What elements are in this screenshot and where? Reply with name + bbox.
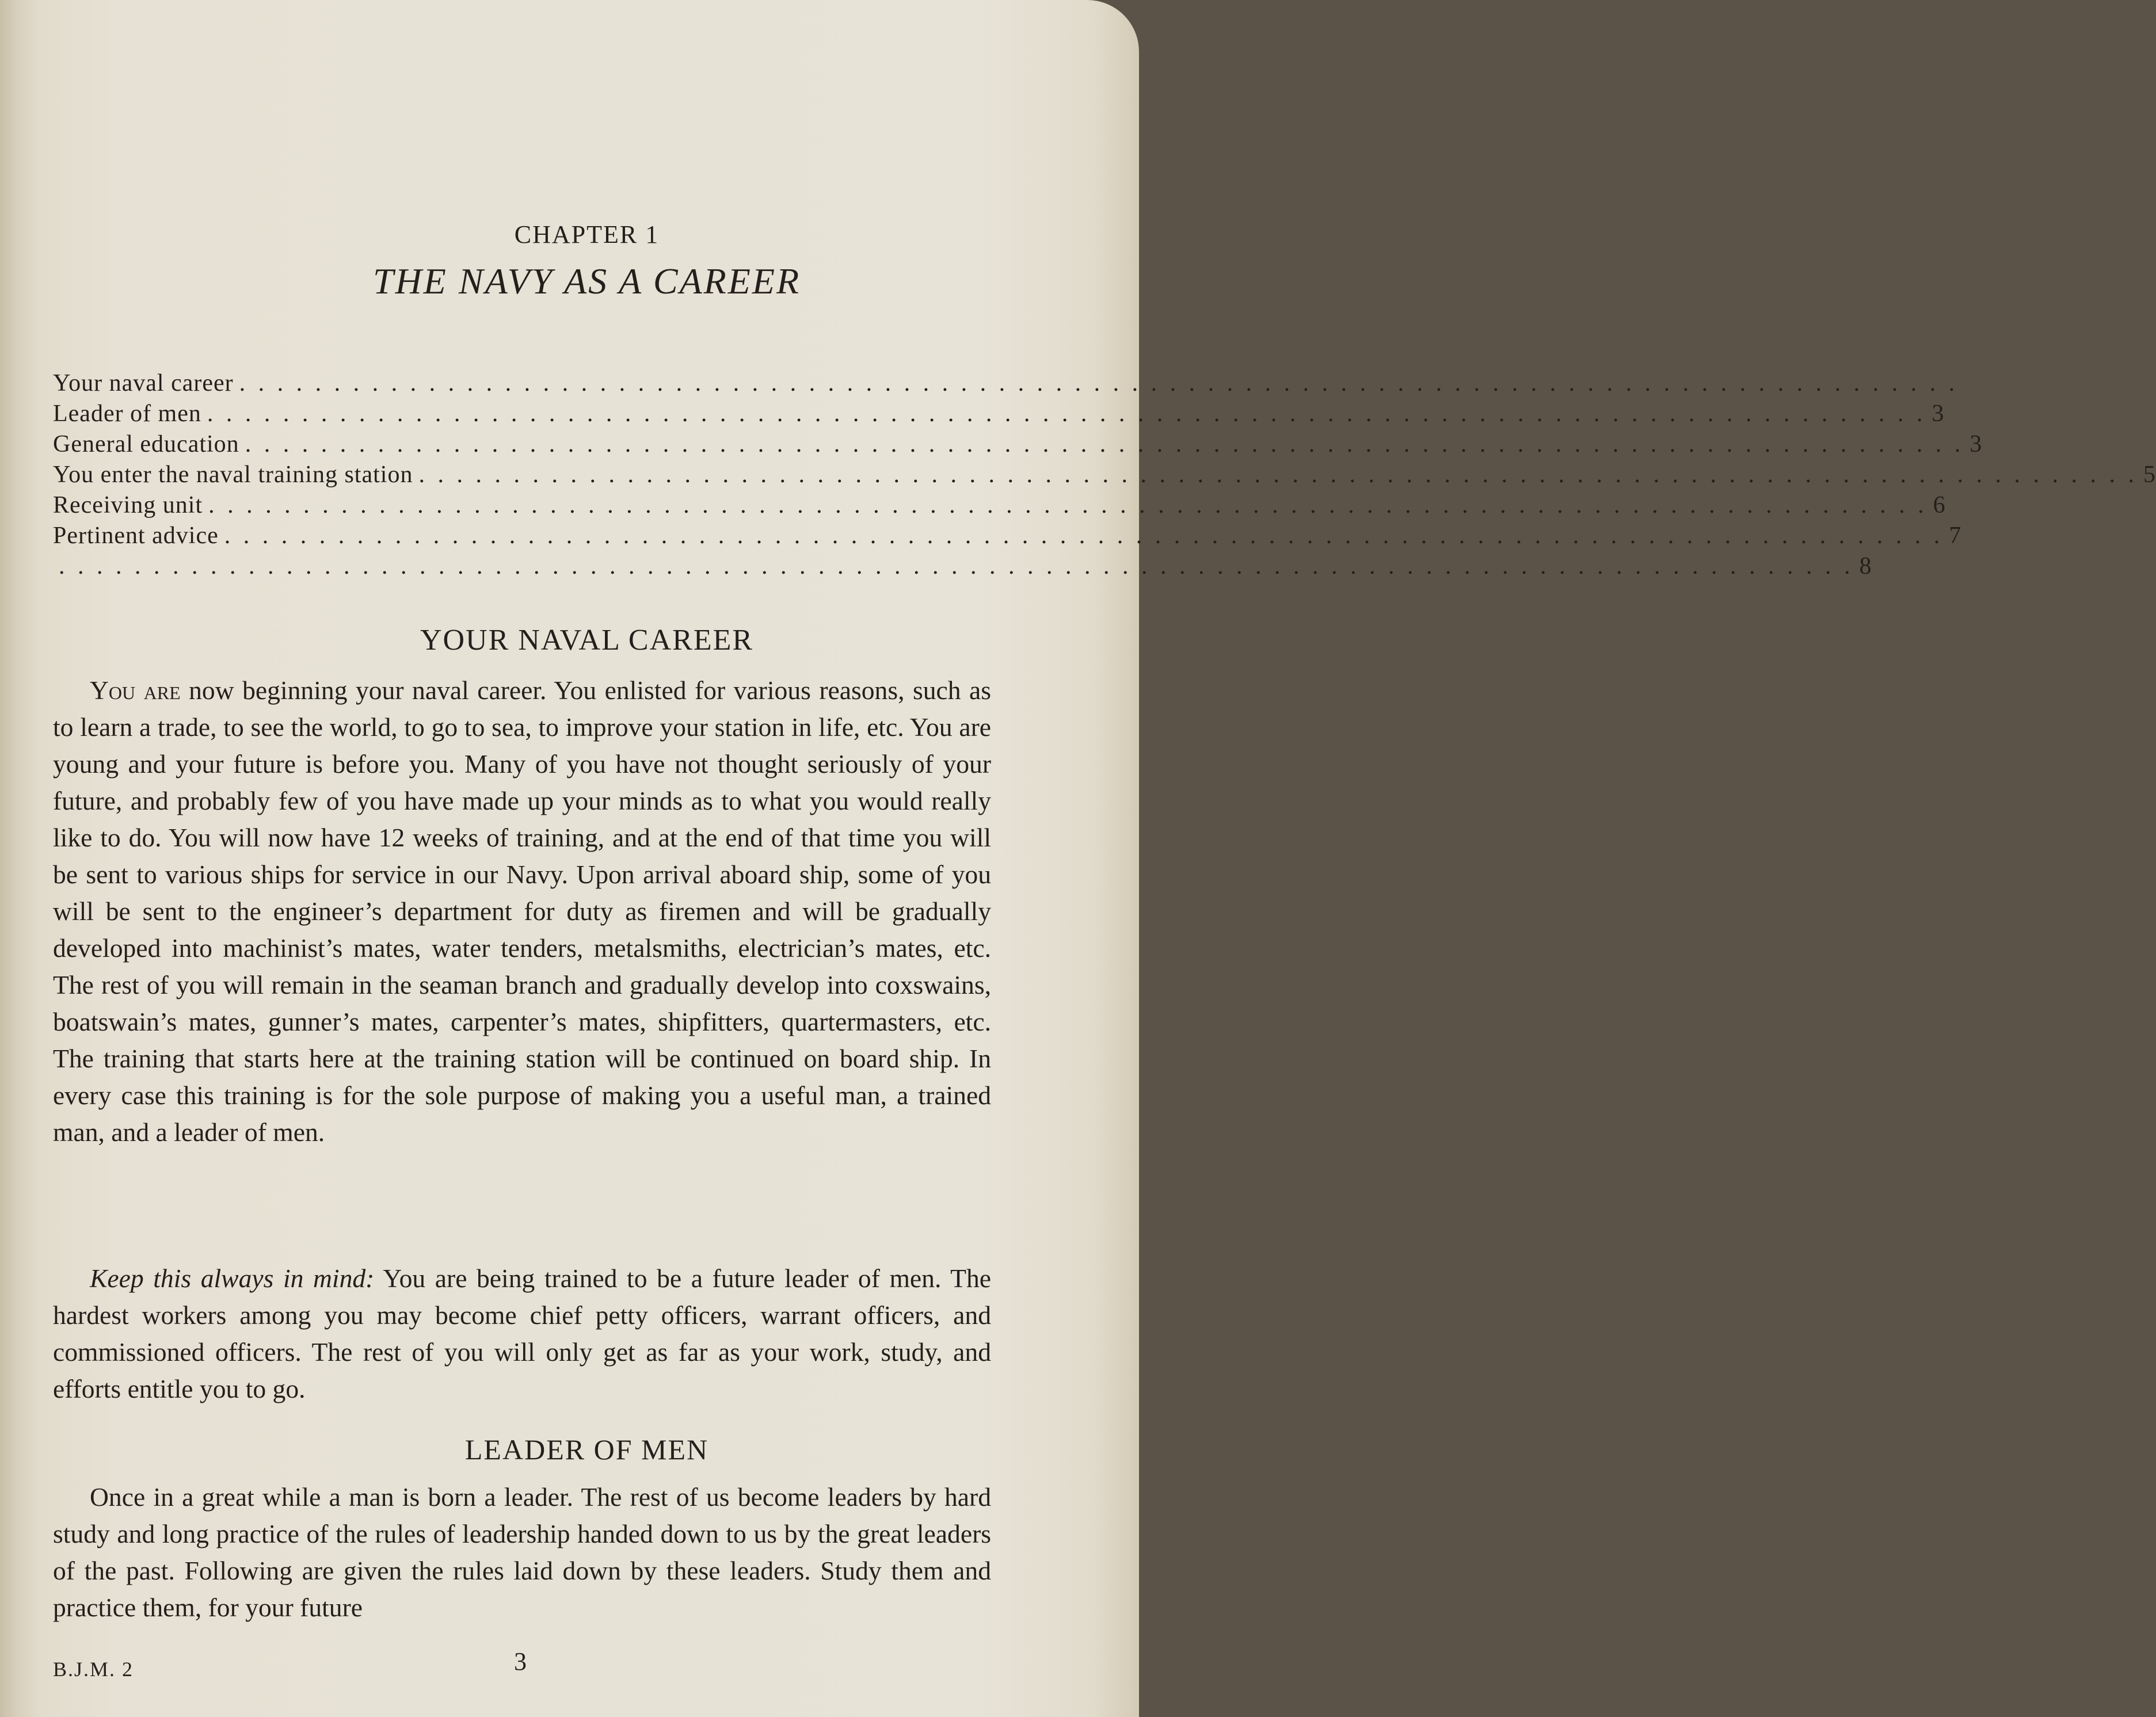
toc-leader-dots: . . . . . . . . . . . . . . . . . . . . . . . . . . . . . . . . . . . . . . . . . . . . . . . . . . . . . . . . . . . . . . . . . . . . . . . . . . . . . . . . . . . . . . . . . . .	[207, 400, 1926, 427]
paragraph-naval-career	[53, 672, 991, 1151]
page-number: 3	[514, 1647, 527, 1676]
toc-item-title: Your naval career	[53, 370, 234, 396]
toc-item-title: Receiving unit	[53, 492, 203, 518]
paragraph-leader-of-men: Once in a great while a man is born a leader. The rest of us become leaders by hard study and long practice of the rules of leadership handed down to us by the great leaders of the past. Following are given the rules laid down by these leaders. Study them and practice them, for your future	[53, 1482, 991, 1622]
paragraph-body: now beginning your naval career. You enlisted for various reasons, such as to learn a trade, to see the world, to go to sea, to improve your station in life, etc. You are young and your future is before you. Many of you have not thought seriously of your future, and probably few of you have made up your minds as to what you would really like to do. You will now have 12 weeks of training, and at the end of that time you will be sent to various ships for service in our Navy. Upon arrival aboard ship, some of you will be sent to the engineer’s department for duty as firemen and will be gradually developed into machinist’s mates, water tenders, metalsmiths, electrician’s mates, etc. The rest of you will remain in the seaman branch and gradually develop into coxswains, boatswain’s mates, gunner’s mates, carpenter’s mates, shipfitters, quartermasters, etc. The training that starts here at the training station will be continued on board ship. In every case this training is for the sole purpose of making you a useful man, a trained man, and a leader of men.	[53, 676, 991, 1147]
toc-item[interactable]	[53, 551, 1872, 582]
toc-leader-dots: . . . . . . . . . . . . . . . . . . . . . . . . . . . . . . . . . . . . . . . . . . . . . . . . . . . . . . . . . . . . . . . . . . . . . . . . . . . . . . . . . . . . . . . . . . . . . . .	[59, 553, 1854, 579]
toc-item[interactable]	[53, 399, 1945, 429]
toc-item[interactable]	[53, 368, 1959, 399]
toc-leader-dots: . . . . . . . . . . . . . . . . . . . . . . . . . . . . . . . . . . . . . . . . . . . . . . . . . . . . . . . . . . . . . . . . . . . . . . . . . . . . . . . . . . . . . . . . . . .	[418, 461, 2138, 488]
toc-item[interactable]	[53, 429, 1983, 460]
toc-item[interactable]	[53, 521, 1962, 551]
chapter-label: CHAPTER 1	[514, 220, 660, 249]
toc-item-page: 8	[1859, 553, 1872, 579]
paragraph-keep-in-mind	[53, 1260, 991, 1407]
section-heading-naval-career: YOUR NAVAL CAREER	[420, 624, 754, 657]
toc-leader-dots: . . . . . . . . . . . . . . . . . . . . . . . . . . . . . . . . . . . . . . . . . . . . . . . . . . . . . . . . . . . . . . . . . . . . . . . . . . . . . . . . . . . . . . . . . . .	[224, 522, 1944, 549]
toc-leader-dots: . . . . . . . . . . . . . . . . . . . . . . . . . . . . . . . . . . . . . . . . . . . . . . . . . . . . . . . . . . . . . . . . . . . . . . . . . . . . . . . . . . . . . . . . . . .	[245, 431, 1964, 457]
toc-item-page: 3	[1932, 400, 1945, 427]
toc-item-title: Leader of men	[53, 400, 201, 427]
section-heading-leader-of-men: LEADER OF MEN	[464, 1433, 709, 1466]
italic-lead-in: Keep this always in mind:	[90, 1264, 375, 1293]
toc-item-page: 7	[1949, 522, 1962, 549]
toc-item[interactable]	[53, 460, 2156, 490]
toc-leader-dots: . . . . . . . . . . . . . . . . . . . . . . . . . . . . . . . . . . . . . . . . . . . . . . . . . . . . . . . . . . . . . . . . . . . . . . . . . . . . . . . . . . . . . . . . . . .	[208, 492, 1928, 518]
paragraph-lead-in: You are	[90, 676, 181, 705]
toc-leader-dots: . . . . . . . . . . . . . . . . . . . . . . . . . . . . . . . . . . . . . . . . . . . . . . . . . . . . . . . . . . . . . . . . . . . . . . . . . . . . . . . . . . . . . . . . . . .	[239, 370, 1959, 396]
toc-item-title: General education	[53, 431, 239, 457]
toc-item-title: You enter the naval training station	[53, 461, 413, 488]
toc-item-page: 6	[1933, 492, 1946, 518]
footer-signature-mark: B.J.M. 2	[53, 1658, 134, 1681]
chapter-title: THE NAVY AS A CAREER	[372, 261, 801, 302]
toc-item[interactable]	[53, 490, 1946, 521]
paragraph-body: You are being trained to be a future leader of men. The hardest workers among you may become chief petty officers, warrant officers, and commissioned officers. The rest of you will only get as far as your work, study, and efforts entitle you to go.	[53, 1264, 991, 1403]
table-of-contents	[53, 368, 2156, 582]
toc-item-page: 3	[1970, 431, 1983, 457]
toc-item-title: Pertinent advice	[53, 522, 219, 549]
toc-item-page: 5	[2143, 461, 2156, 488]
